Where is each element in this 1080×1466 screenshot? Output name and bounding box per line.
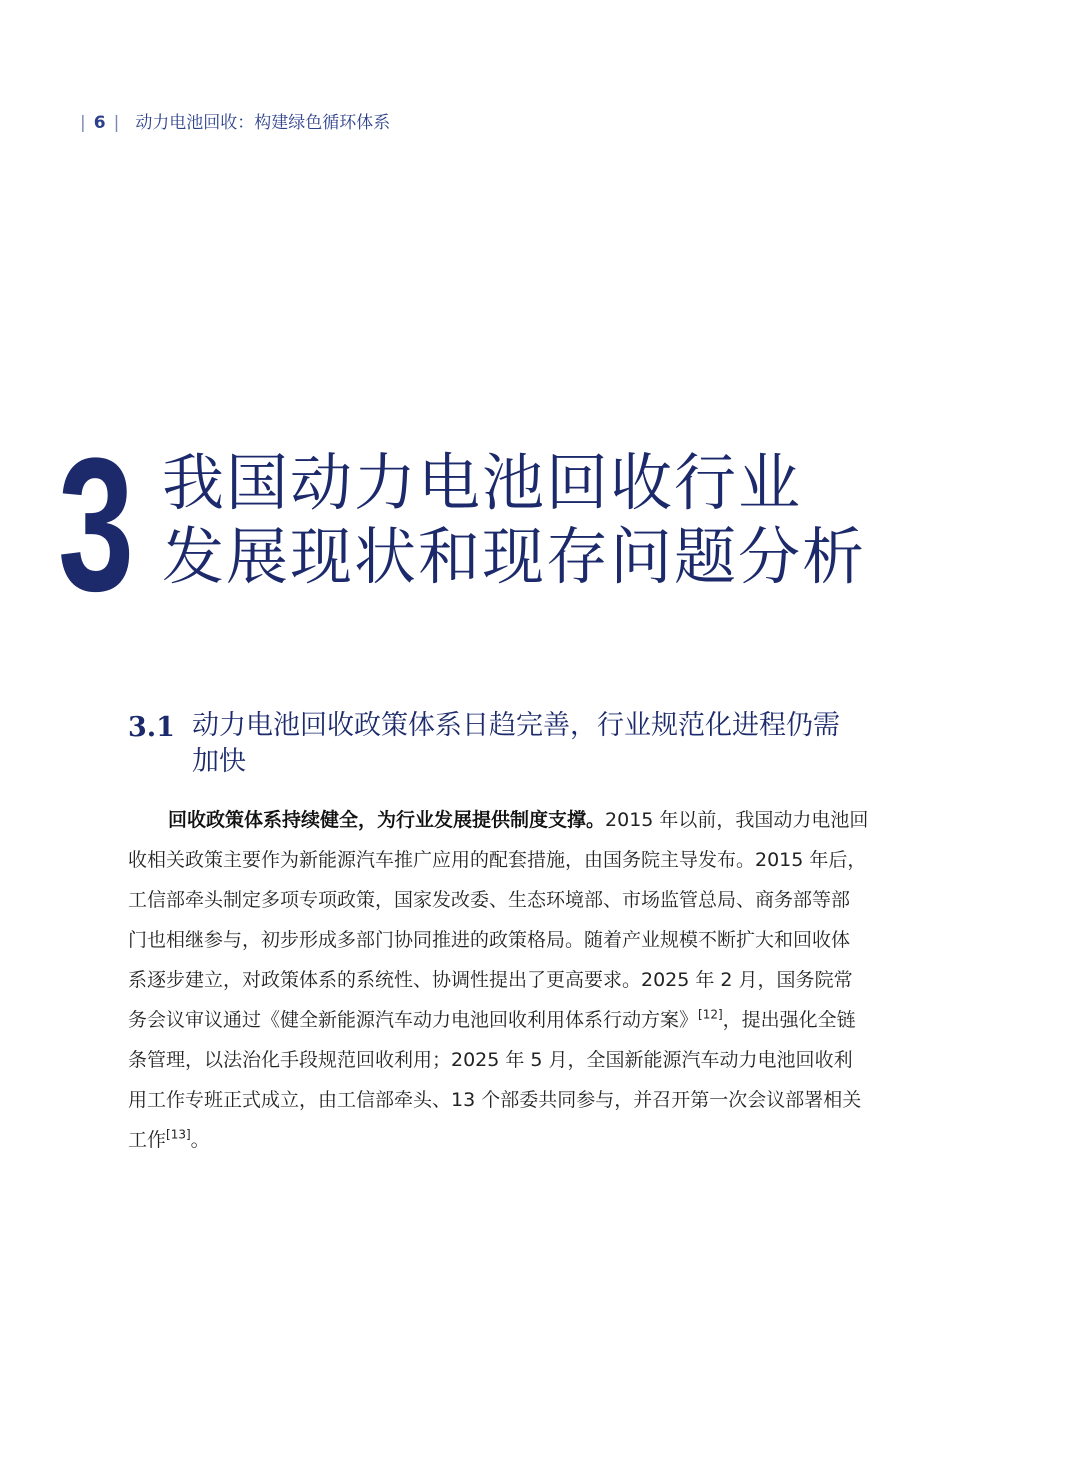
section-heading <box>128 708 918 780</box>
chapter-title-line-1: 我国动力电池回收行业 <box>162 446 803 519</box>
body-paragraph <box>128 800 908 1160</box>
chapter-number: 3 <box>58 419 135 631</box>
section-title-line-1: 动力电池回收政策体系日趋完善，行业规范化进程仍需 <box>192 710 840 741</box>
running-title: 动力电池回收：构建绿色循环体系 <box>135 113 391 133</box>
paragraph-line-8: 用工作专班正式成立，由工信部牵头、13 个部委共同参与，并召开第一次会议部署相关 <box>128 1089 862 1111</box>
chapter-title-line-2: 发展现状和现存问题分析 <box>162 520 867 593</box>
paragraph-line-9 <box>128 1120 908 1160</box>
paragraph-line-4: 门也相继参与，初步形成多部门协同推进的政策格局。随着产业规模不断扩大和回收体 <box>128 929 851 951</box>
chapter-title <box>162 446 866 594</box>
paragraph-line-1 <box>128 800 908 840</box>
running-header <box>80 108 390 133</box>
paragraph-line-2: 收相关政策主要作为新能源汽车推广应用的配套措施，由国务院主导发布。2015 年后， <box>128 849 867 871</box>
page-number: 6 <box>93 113 106 133</box>
paragraph-line-9-a: 工作 <box>128 1129 167 1151</box>
paragraph-line-3: 工信部牵头制定多项专项政策，国家发改委、生态环境部、市场监管总局、商务部等部 <box>128 889 851 911</box>
header-bar-right: | <box>113 113 120 133</box>
section-title-line-2: 加快 <box>192 746 246 777</box>
paragraph-line-6-b: ，提出强化全链 <box>722 1009 856 1031</box>
section-number: 3.1 <box>128 712 175 743</box>
paragraph-line-1-rest: 2015 年以前，我国动力电池回 <box>605 809 869 831</box>
paragraph-line-5: 系逐步建立，对政策体系的系统性、协调性提出了更高要求。2025 年 2 月，国务院常 <box>128 969 853 991</box>
section-title <box>192 708 918 780</box>
reference-13: [13] <box>166 1127 191 1142</box>
reference-12: [12] <box>698 1007 723 1022</box>
header-bar-left: | <box>80 113 86 133</box>
paragraph-line-6-a: 务会议审议通过《健全新能源汽车动力电池回收利用体系行动方案》 <box>128 1009 699 1031</box>
paragraph-lead: 回收政策体系持续健全，为行业发展提供制度支撑。 <box>168 809 606 831</box>
paragraph-line-7: 条管理，以法治化手段规范回收利用；2025 年 5 月，全国新能源汽车动力电池回收利 <box>128 1049 853 1071</box>
paragraph-line-9-b: 。 <box>190 1129 210 1151</box>
paragraph-line-6 <box>128 1000 908 1040</box>
